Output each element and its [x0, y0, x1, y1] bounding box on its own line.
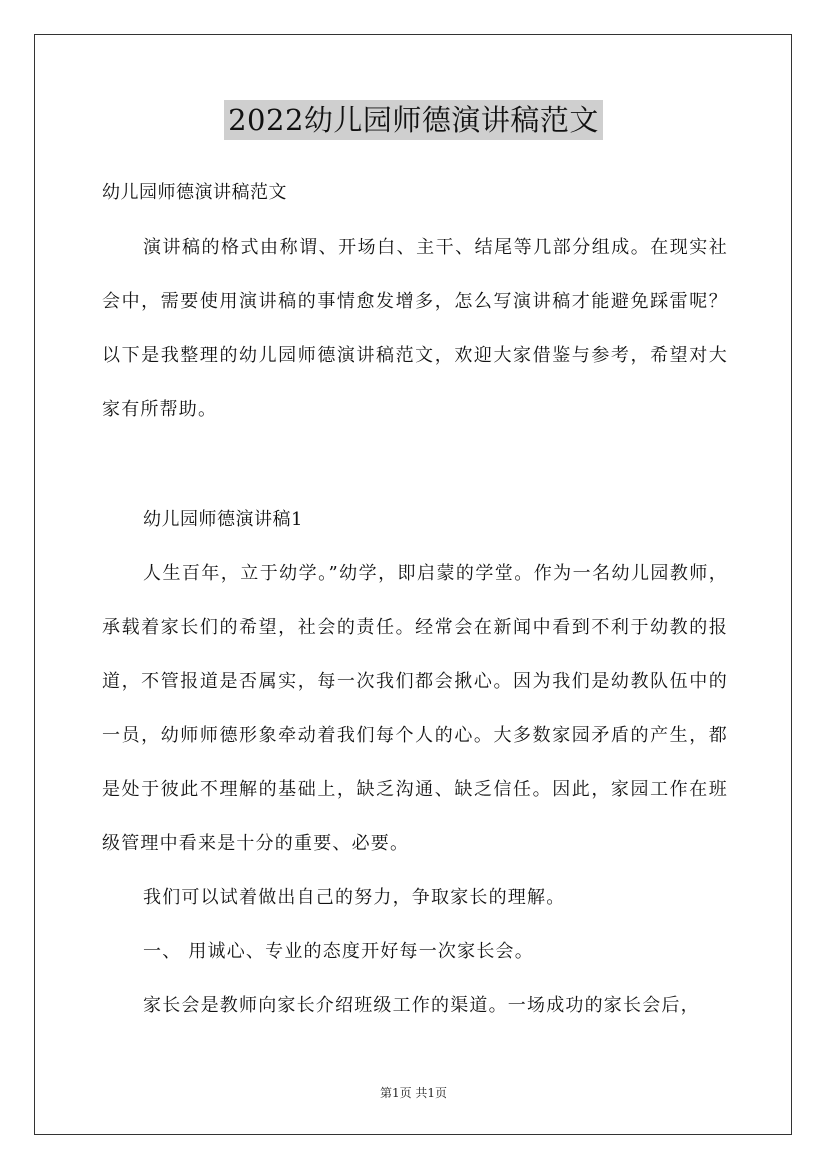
title-container: [0, 100, 827, 140]
body-paragraph-2: 我们可以试着做出自己的努力，争取家长的理解。: [143, 887, 566, 908]
document-subtitle: 幼儿园师德演讲稿范文: [102, 182, 287, 203]
body-paragraph-1: 人生百年，立于幼学。”幼学，即启蒙的学堂。作为一名幼儿园教师，承载着家长们的希望，社会的责任。经常会在新闻中看到不利于幼教的报道，不管报道是否属实，每一次我们都会揪心。因为我们是幼教队伍中的一员，幼师师德形象牵动着我们每个人的心。大多数家园矛盾的产生，都是处于彼此不理解的基础上，缺乏沟通、缺乏信任。因此，家园工作在班级管理中看来是十分的重要、必要。: [102, 563, 728, 854]
body-paragraph-3: 家长会是教师向家长介绍班级工作的渠道。一场成功的家长会后，: [143, 995, 700, 1016]
list-item-1: 一、 用诚心、专业的态度开好每一次家长会。: [143, 941, 534, 962]
intro-paragraph: 演讲稿的格式由称谓、开场白、主干、结尾等几部分组成。在现实社会中，需要使用演讲稿的事情愈发增多，怎么写演讲稿才能避免踩雷呢？以下是我整理的幼儿园师德演讲稿范文，欢迎大家借鉴与参考，希望对大家有所帮助。: [102, 237, 728, 420]
page-footer: 第1页 共1页: [379, 1086, 448, 1100]
document-title: 2022幼儿园师德演讲稿范文: [224, 100, 603, 140]
section-heading: 幼儿园师德演讲稿1: [143, 509, 303, 530]
